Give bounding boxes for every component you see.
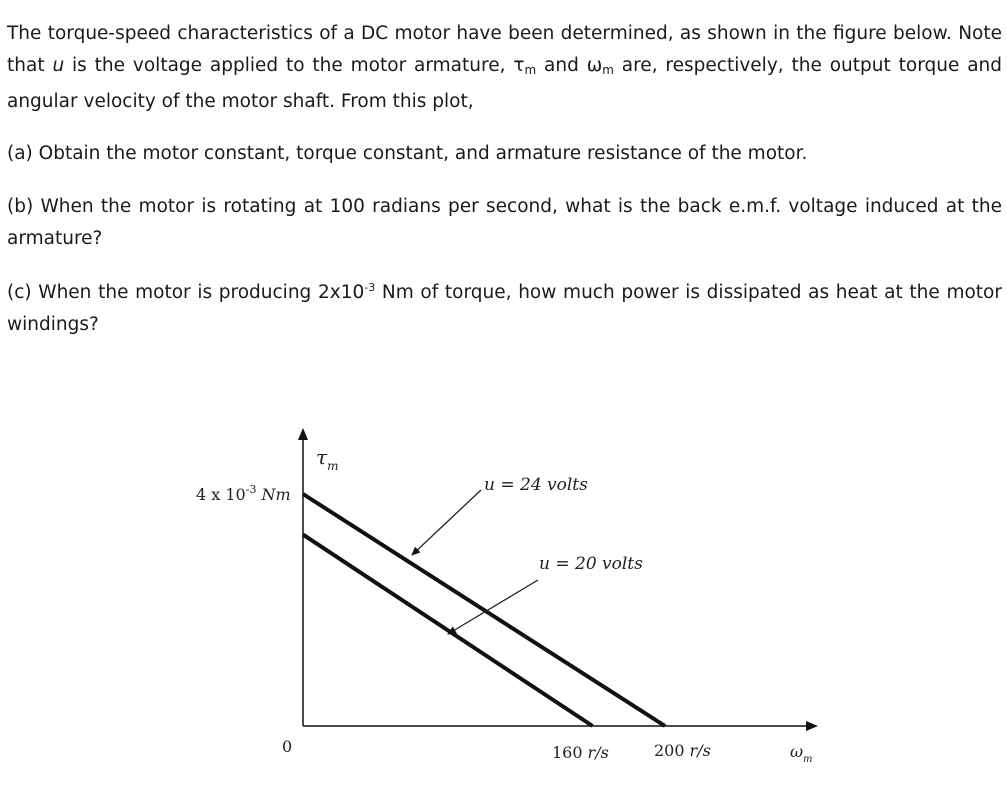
pointer-arrow-24-volts <box>412 490 481 555</box>
intro-text-1: The torque-speed characteristics of a DC motor have been determined, as shown in the figure below. Note that <box>7 23 1002 76</box>
x-axis-label: $\omega_m$ <box>790 742 813 765</box>
series-label-24-volts: u = 24 volts <box>484 475 588 495</box>
pointer-arrow-20-volts <box>448 580 538 634</box>
intro-u-symbol: u <box>52 55 65 76</box>
series-line-24-volts <box>303 494 665 726</box>
intro-text-3: and ω <box>536 55 603 76</box>
question-a: (a) Obtain the motor constant, torque constant, and armature resistance of the motor. <box>7 143 808 164</box>
x-axis-arrowhead <box>806 721 818 731</box>
origin-label: 0 <box>282 737 293 756</box>
x-tick-200: 200 r/s <box>654 741 711 760</box>
intro-sub-1: m <box>524 63 537 77</box>
question-b: (b) When the motor is rotating at 100 radians per second, what is the back e.m.f. voltage induced at the armature? <box>7 196 1002 249</box>
y-tick-label: 4 x $10^{-3}$ Nm <box>196 483 291 504</box>
series-label-20-volts: u = 20 volts <box>539 554 643 574</box>
question-c-text-2: Nm of torque, how much power is dissipated as heat at the motor windings? <box>7 282 1002 335</box>
intro-text-4: are, respectively, the output torque and angular velocity of the motor shaft. From this plot, <box>7 55 1002 112</box>
y-axis-label: $\tau_m$ <box>316 445 339 473</box>
intro-text-2: is the voltage applied to the motor armature, τ <box>64 55 525 76</box>
question-c-exponent: -3 <box>364 280 376 294</box>
intro-sub-2: m <box>602 63 614 77</box>
y-axis-arrowhead <box>298 428 308 440</box>
x-tick-160: 160 r/s <box>552 743 609 762</box>
question-c-text-1: (c) When the motor is producing 2x10 <box>7 282 365 303</box>
